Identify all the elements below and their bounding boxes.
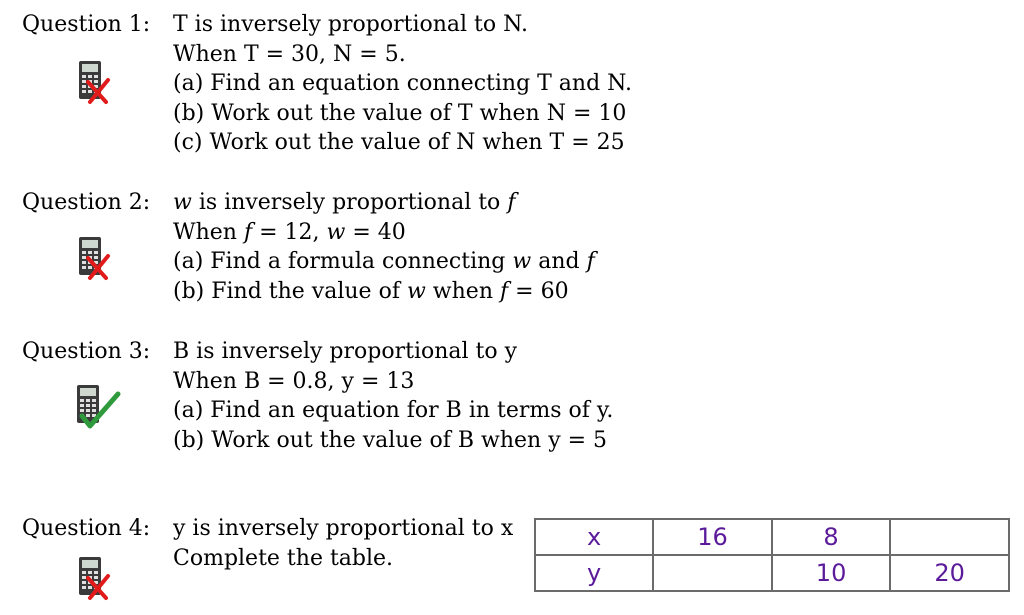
question-3-line-2: When B = 0.8, y = 13 — [173, 368, 415, 394]
calculator-not-allowed-icon — [76, 556, 124, 602]
table-cell[interactable] — [890, 519, 1009, 555]
question-3-label: Question 3: — [22, 339, 151, 364]
table-row-y — [535, 555, 1009, 591]
table-row-x — [535, 519, 1009, 555]
table-cell[interactable]: 8 — [772, 519, 891, 555]
question-2-line-1: w is inversely proportional to f — [173, 190, 516, 215]
question-2-line-2: When f = 12, w = 40 — [173, 219, 406, 245]
question-1-line-1: T is inversely proportional to N. — [173, 12, 528, 37]
calculator-allowed-icon — [74, 384, 122, 430]
question-3-line-1: B is inversely proportional to y — [173, 339, 518, 364]
question-4-body — [173, 514, 513, 573]
question-2-body — [173, 188, 595, 306]
table-cell-y-header: y — [535, 555, 653, 591]
question-4-line-1: y is inversely proportional to x — [173, 516, 514, 541]
question-2-part-a: (a) Find a formula connecting w and f — [173, 249, 595, 274]
table-cell[interactable]: 10 — [772, 555, 891, 591]
calculator-not-allowed-icon — [76, 236, 124, 282]
question-4-line-2: Complete the table. — [173, 545, 394, 571]
question-1-part-b: (b) Work out the value of T when N = 10 — [173, 100, 627, 126]
question-1-label: Question 1: — [22, 12, 151, 37]
question-4-label: Question 4: — [22, 516, 151, 541]
question-1-part-c: (c) Work out the value of N when T = 25 — [173, 130, 625, 155]
question-3-body — [173, 337, 613, 455]
question-1-body — [173, 10, 632, 158]
question-2-part-b: (b) Find the value of w when f = 60 — [173, 278, 569, 304]
table-cell[interactable]: 20 — [890, 555, 1009, 591]
question-1-part-a: (a) Find an equation connecting T and N. — [173, 71, 633, 96]
question-2-label: Question 2: — [22, 190, 151, 215]
table-cell[interactable] — [653, 555, 772, 591]
question-3-part-a: (a) Find an equation for B in terms of y. — [173, 398, 614, 423]
inverse-proportion-table — [534, 518, 1010, 592]
table-cell[interactable]: 16 — [653, 519, 772, 555]
calculator-not-allowed-icon — [76, 60, 124, 106]
table-cell-x-header: x — [535, 519, 653, 555]
question-3-part-b: (b) Work out the value of B when y = 5 — [173, 427, 608, 453]
question-1-line-2: When T = 30, N = 5. — [173, 41, 406, 67]
